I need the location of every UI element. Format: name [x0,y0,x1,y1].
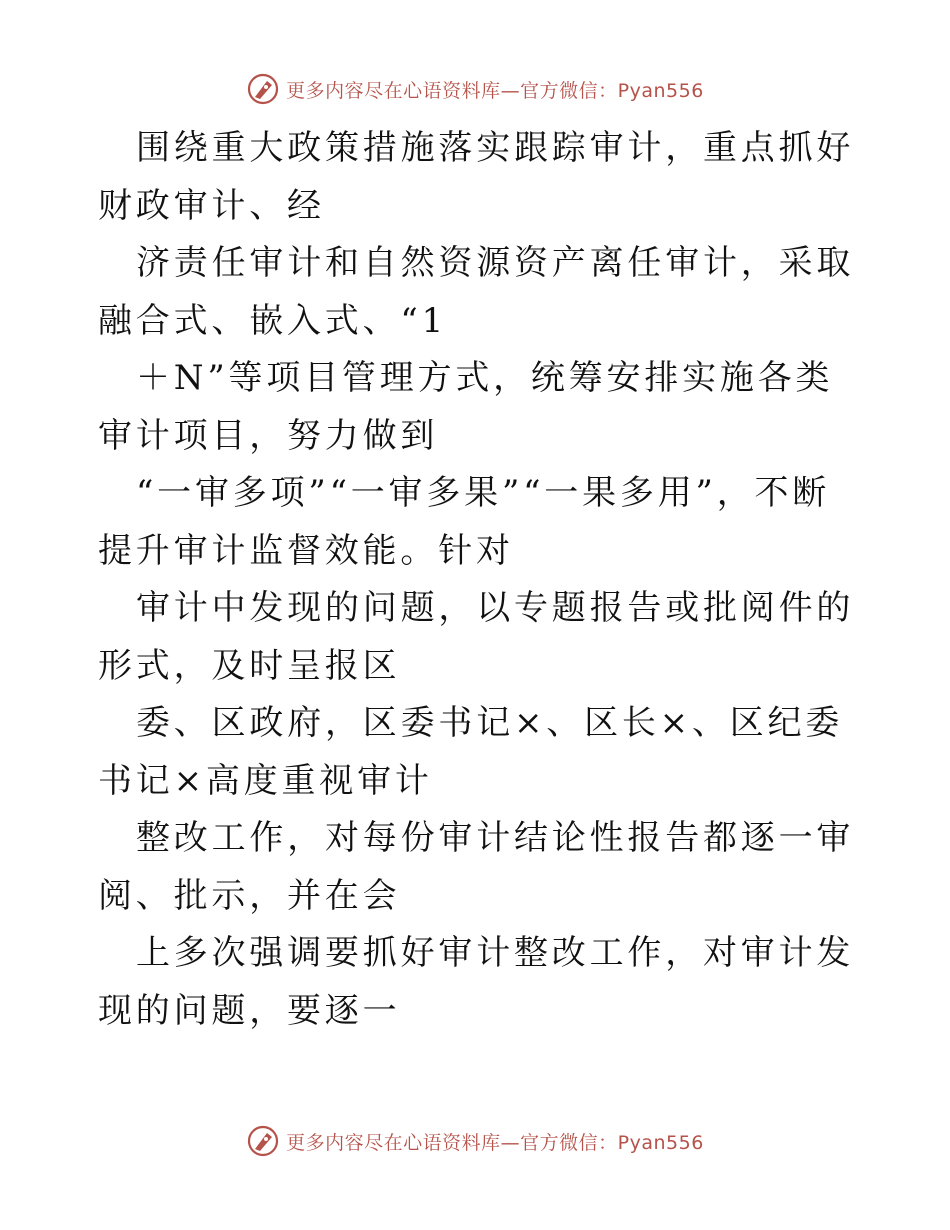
pen-nib-logo-icon [246,1124,280,1158]
header-watermark [0,72,950,106]
footer-watermark [0,1124,950,1158]
document-body [98,120,858,1040]
paragraph: 审计中发现的问题，以专题报告或批阅件的形式，及时呈报区 [98,588,855,686]
pen-nib-logo-icon [246,72,280,106]
paragraph: 济责任审计和自然资源资产离任审计，采取融合式、嵌入式、“1 [98,243,855,341]
paragraph: “一审多项”“一审多果”“一果多用”，不断提升审计监督效能。针对 [98,473,831,571]
watermark-text: 更多内容尽在心语资料库—官方微信：Pyan556 [286,79,704,102]
paragraph: 上多次强调要抓好审计整改工作，对审计发现的问题，要逐一 [98,933,855,1031]
paragraph: 围绕重大政策措施落实跟踪审计，重点抓好财政审计、经 [98,128,855,226]
watermark-text: 更多内容尽在心语资料库—官方微信：Pyan556 [286,1131,704,1154]
paragraph: 整改工作，对每份审计结论性报告都逐一审阅、批示，并在会 [98,818,855,916]
paragraph: 委、区政府，区委书记×、区长×、区纪委书记×高度重视审计 [98,703,844,801]
paragraph: ＋N”等项目管理方式，统筹安排实施各类审计项目，努力做到 [98,358,834,456]
